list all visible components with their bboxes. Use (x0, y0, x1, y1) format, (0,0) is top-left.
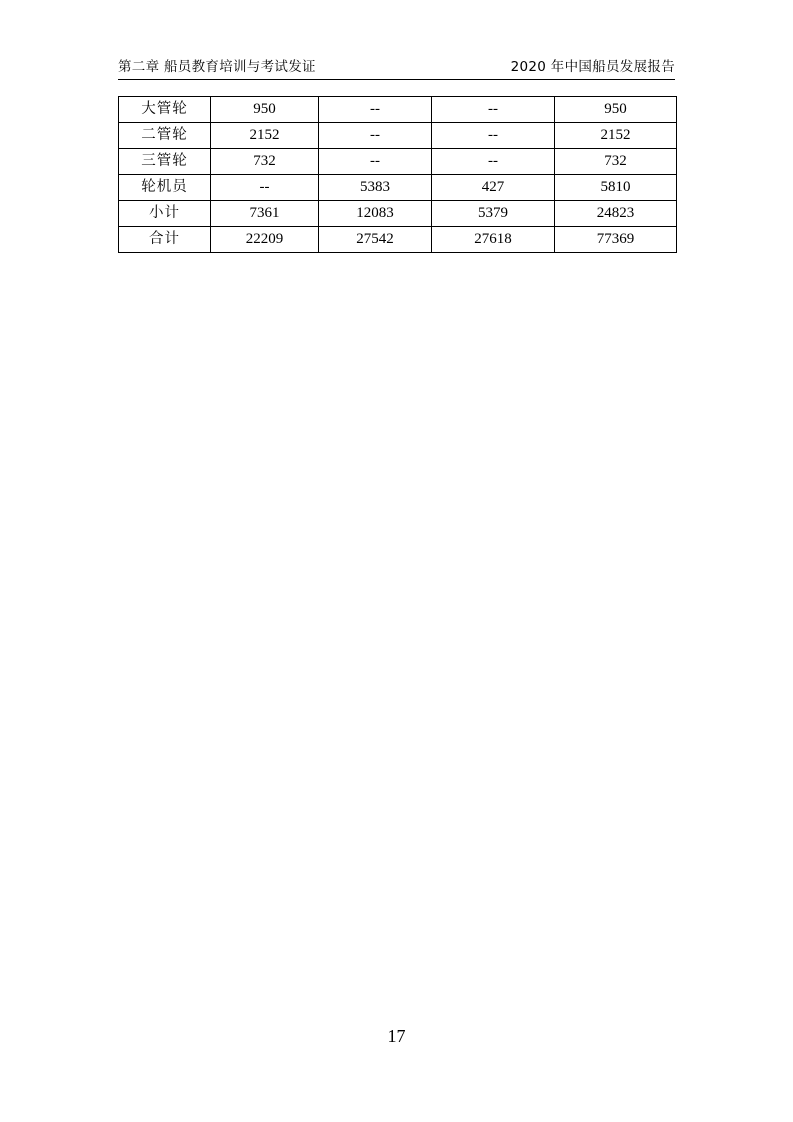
row-label: 小计 (119, 201, 211, 227)
table-cell: -- (319, 97, 432, 123)
row-label: 二管轮 (119, 123, 211, 149)
data-table (118, 96, 677, 253)
table-row (119, 123, 677, 149)
table-cell: 5383 (319, 175, 432, 201)
table-cell: 2152 (211, 123, 319, 149)
table-row (119, 175, 677, 201)
table-cell: 24823 (555, 201, 677, 227)
row-label: 三管轮 (119, 149, 211, 175)
table-cell: -- (211, 175, 319, 201)
row-label: 合计 (119, 227, 211, 253)
row-label: 大管轮 (119, 97, 211, 123)
table-cell: -- (432, 97, 555, 123)
report-title: 2020 年中国船员发展报告 (510, 59, 675, 75)
page-number: 17 (387, 1026, 406, 1046)
table-cell: 7361 (211, 201, 319, 227)
table-cell: 2152 (555, 123, 677, 149)
row-label: 轮机员 (119, 175, 211, 201)
table-cell: 427 (432, 175, 555, 201)
table-cell: 5810 (555, 175, 677, 201)
table-row (119, 97, 677, 123)
table-cell: 5379 (432, 201, 555, 227)
page-header (118, 57, 675, 80)
table-row (119, 227, 677, 253)
table-cell: 27542 (319, 227, 432, 253)
table-cell: 77369 (555, 227, 677, 253)
table-row (119, 149, 677, 175)
table-cell: -- (432, 123, 555, 149)
table-cell: 22209 (211, 227, 319, 253)
chapter-title: 第二章 船员教育培训与考试发证 (118, 59, 316, 75)
table-cell: 950 (555, 97, 677, 123)
table-row (119, 201, 677, 227)
table-cell: 732 (211, 149, 319, 175)
table-cell: -- (319, 123, 432, 149)
table-cell: -- (432, 149, 555, 175)
table-cell: 732 (555, 149, 677, 175)
table-cell: 950 (211, 97, 319, 123)
table-cell: 12083 (319, 201, 432, 227)
table-cell: -- (319, 149, 432, 175)
table-cell: 27618 (432, 227, 555, 253)
